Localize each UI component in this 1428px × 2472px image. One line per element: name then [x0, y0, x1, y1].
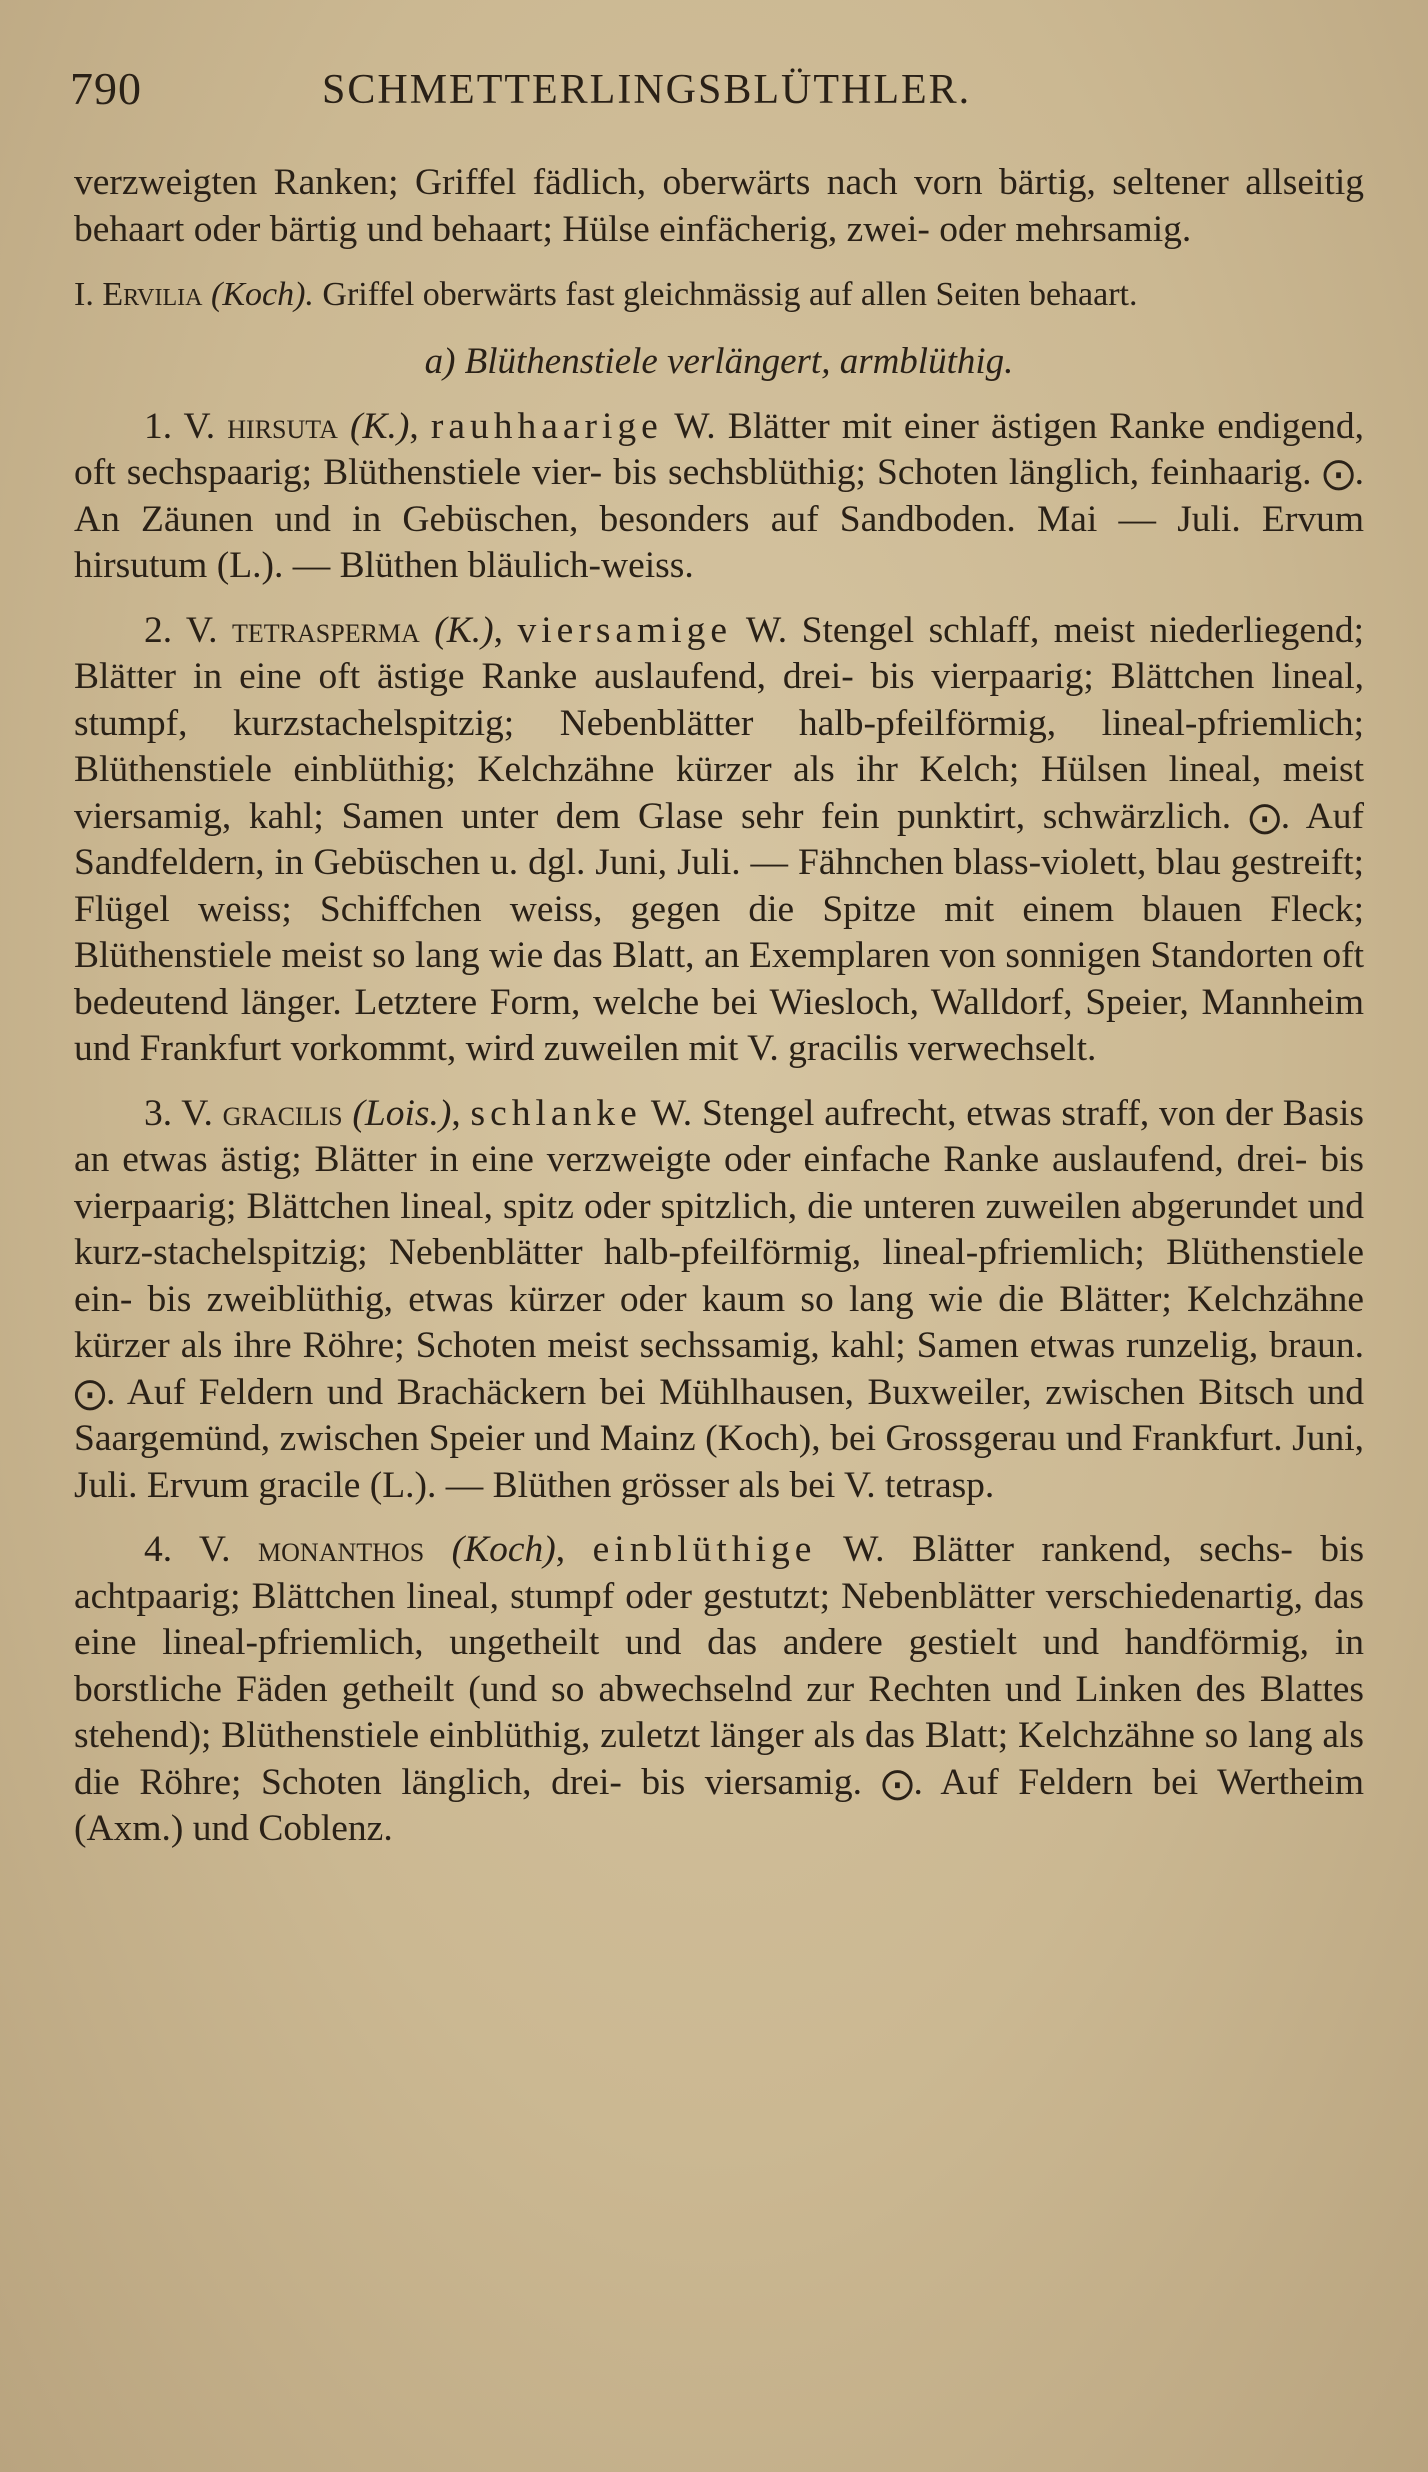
species-entry-2: 2. V. tetrasperma (K.), viersamige W. Stengel schlaff, meist niederliegend; Blätter in eine oft ästige Ranke auslaufend, drei- bis vierpaarig; Blättchen lineal, stumpf, kurzstachelspitzig; Nebenblätter halb-pfeilförmig, lineal-pfriemlich; Blüthenstiele einblüthig; Kelchzähne kürzer als ihr Kelch; Hülsen lineal, meist viersamig, kahl; Samen unter dem Glase sehr fein punktirt, schwärzlich. ⨀. Auf Sandfeldern, in Gebüschen u. dgl. Juni, Juli. — Fähnchen blass-violett, blau gestreift; Flügel weiss; Schiffchen weiss, gegen die Spitze mit einem blauen Fleck; Blüthenstiele meist so lang wie das Blatt, an Exemplaren von sonnigen Standorten oft bedeutend länger. Letztere Form, welche bei Wiesloch, Walldorf, Speier, Mannheim und Frankfurt vorkommt, wird zuweilen mit V. gracilis verwechselt.	[74, 609, 1365, 1069]
body-text	[74, 160, 1364, 1853]
page-header	[70, 62, 1370, 122]
species-description: Stengel aufrecht, etwas straff, von der Basis an etwas ästig; Blätter in eine verzweigte oder einfache Ranke auslaufend, drei- bis vierpaarig; Blättchen lineal, spitz oder spitzlich, die unteren zuweilen abgerundet und kurz-stachelspitzig; Nebenblätter halb-pfeilförmig, lineal-pfriemlich; Blüthenstiele ein- bis zweiblüthig, etwas kürzer oder kaum so lang wie die Blätter; Kelchzähne kürzer als ihre Röhre; Schoten meist sechssamig, kahl; Samen etwas runzelig, braun.	[74, 1092, 1365, 1366]
species-common-name: einblüthige	[592, 1529, 817, 1570]
species-description: Stengel schlaff, meist niederliegend; Blätter in eine oft ästige Ranke auslaufend, drei- bis vierpaarig; Blättchen lineal, stumpf, kurzstachelspitzig; Nebenblätter halb-pfeilförmig, lineal-pfriemlich; Blüthenstiele einblüthig; Kelchzähne kürzer als ihr Kelch; Hülsen lineal, meist viersamig, kahl; Samen unter dem Glase sehr fein punktirt, schwärzlich.	[74, 609, 1364, 837]
annual-symbol-icon: ⨀	[74, 1373, 106, 1412]
species-number: 3. V.	[144, 1092, 213, 1134]
section-name: Ervilia	[102, 276, 203, 313]
annual-symbol-icon: ⨀	[881, 1763, 914, 1802]
species-common-name: rauhhaarige	[430, 405, 663, 447]
section-author: (Koch).	[211, 276, 314, 313]
species-name: monanthos	[258, 1529, 425, 1570]
species-common-suffix: W.	[745, 609, 788, 651]
species-common-suffix: W.	[843, 1529, 885, 1570]
species-habitat: . Auf Feldern und Brachäckern bei Mühlhausen, Buxweiler, zwischen Bitsch und Saargemünd, zwischen Speier und Mainz (Koch), bei Grossgerau und Frankfurt. Juni, Juli. Ervum gracile (L.). — Blüthen grösser als bei V. tetrasp.	[74, 1371, 1364, 1506]
species-habitat: . An Zäunen und in Gebüschen, besonders auf Sandboden. Mai — Juli. Ervum hirsutum (L.). — Blüthen bläulich-weiss.	[74, 452, 1364, 586]
species-habitat: . Auf Sandfeldern, in Gebüschen u. dgl. Juni, Juli. — Fähnchen blass-violett, blau gestreift; Flügel weiss; Schiffchen weiss, gegen die Spitze mit einem blauen Fleck; Blüthenstiele meist so lang wie das Blatt, an Exemplaren von sonnigen Standorten oft bedeutend länger. Letztere Form, welche bei Wiesloch, Walldorf, Speier, Mannheim und Frankfurt vorkommt, wird zuweilen mit V. gracilis verwechselt.	[74, 795, 1365, 1069]
annual-symbol-icon: ⨀	[1248, 797, 1281, 836]
running-head: SCHMETTERLINGSBLÜTHLER.	[322, 67, 972, 113]
species-number: 4. V.	[144, 1529, 231, 1570]
species-description: Blätter rankend, sechs- bis achtpaarig; Blättchen lineal, stumpf oder gestutzt; Nebenblätter verschiedenartig, das eine lineal-pfriemlich, ungetheilt und das andere gestielt und handförmig, in borstliche Fäden getheilt (und so abwechselnd zur Rechten und Linken des Blattes stehend); Blüthenstiele einblüthig, zuletzt länger als das Blatt; Kelchzähne so lang als die Röhre; Schoten länglich, drei- bis viersamig.	[74, 1529, 1365, 1803]
page-number: 790	[70, 63, 142, 114]
section-heading	[74, 273, 1364, 317]
species-entry-3: 3. V. gracilis (Lois.), schlanke W. Stengel aufrecht, etwas straff, von der Basis an etwas ästig; Blätter in eine verzweigte oder einfache Ranke auslaufend, drei- bis vierpaarig; Blättchen lineal, spitz oder spitzlich, die unteren zuweilen abgerundet und kurz-stachelspitzig; Nebenblätter halb-pfeilförmig, lineal-pfriemlich; Blüthenstiele ein- bis zweiblüthig, etwas kürzer oder kaum so lang wie die Blätter; Kelchzähne kürzer als ihre Röhre; Schoten meist sechssamig, kahl; Samen etwas runzelig, braun. ⨀. Auf Feldern und Brachäckern bei Mühlhausen, Buxweiler, zwischen Bitsch und Saargemünd, zwischen Speier und Mainz (Koch), bei Grossgerau und Frankfurt. Juni, Juli. Ervum gracile (L.). — Blüthen grösser als bei V. tetrasp.	[74, 1092, 1365, 1506]
species-entry-4: 4. V. monanthos (Koch), einblüthige W. Blätter rankend, sechs- bis achtpaarig; Blättchen lineal, stumpf oder gestutzt; Nebenblätter verschiedenartig, das eine lineal-pfriemlich, ungetheilt und das andere gestielt und handförmig, in borstliche Fäden getheilt (und so abwechselnd zur Rechten und Linken des Blattes stehend); Blüthenstiele einblüthig, zuletzt länger als das Blatt; Kelchzähne so lang als die Röhre; Schoten länglich, drei- bis viersamig. ⨀. Auf Feldern bei Wertheim (Axm.) und Coblenz.	[74, 1529, 1365, 1849]
species-author: (Koch)	[451, 1529, 556, 1570]
species-description: Blätter mit einer ästigen Ranke endigend, oft sechspaarig; Blüthenstiele vier- bis sechsblüthig; Schoten länglich, feinhaarig.	[74, 405, 1365, 493]
species-name: hirsuta	[227, 405, 338, 447]
species-author: (K.)	[349, 405, 410, 447]
species-common-name: viersamige	[517, 609, 733, 651]
intro-paragraph: verzweigten Ranken; Griffel fädlich, oberwärts nach vorn bärtig, seltener allseitig behaart oder bärtig und behaart; Hülse einfächerig, zwei- oder mehrsamig.	[74, 162, 1364, 250]
section-numeral: I.	[74, 276, 94, 313]
section-description: Griffel oberwärts fast gleichmässig auf allen Seiten behaart.	[322, 276, 1138, 313]
species-entry-1: 1. V. hirsuta (K.), rauhhaarige W. Blätter mit einer ästigen Ranke endigend, oft sechspaarig; Blüthenstiele vier- bis sechsblüthig; Schoten länglich, feinhaarig. ⨀. An Zäunen und in Gebüschen, besonders auf Sandboden. Mai — Juli. Ervum hirsutum (L.). — Blüthen bläulich-weiss.	[74, 405, 1365, 586]
species-common-suffix: W.	[650, 1092, 693, 1134]
species-author: (K.)	[434, 609, 494, 651]
species-habitat: . Auf Feldern bei Wertheim (Axm.) und Coblenz.	[74, 1761, 1364, 1849]
subsection-heading: a) Blüthenstiele verlängert, armblüthig.	[424, 341, 1014, 382]
annual-symbol-icon: ⨀	[1322, 454, 1355, 492]
species-number: 2. V.	[144, 609, 218, 651]
species-common-suffix: W.	[674, 405, 716, 447]
species-name: gracilis	[222, 1092, 343, 1134]
species-name: tetrasperma	[232, 609, 420, 651]
species-common-name: schlanke	[470, 1092, 642, 1134]
species-number: 1. V.	[144, 405, 216, 447]
species-author: (Lois.)	[352, 1092, 452, 1134]
